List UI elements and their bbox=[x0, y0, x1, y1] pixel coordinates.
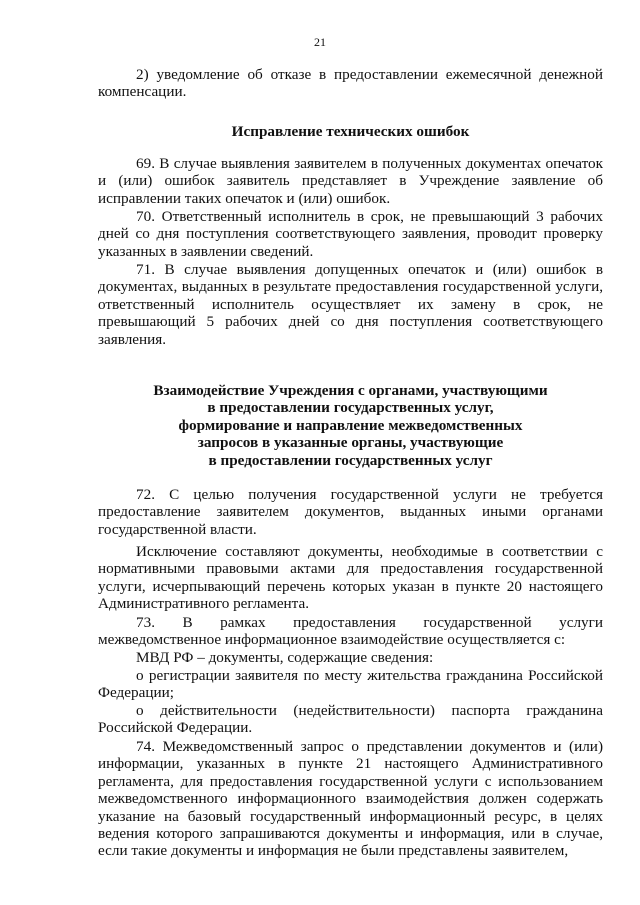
paragraph-74: 74. Межведомственный запрос о представлении документов и (или) информации, указанных в пункте 21 настоящего Административного регламента, для предоставления государственной услуги с использованием межведомственного информационного взаимодействия должен содержать указание на базовый государственный информационный ресурс, в целях ведения которого запрашиваются документы и информация, или в случае, если такие документы и информация не были представлены заявителем, bbox=[98, 738, 603, 860]
section-heading-interaction bbox=[98, 382, 603, 469]
paragraph-73: 73. В рамках предоставления государственной услуги межведомственное информационное взаимодействие осуществляется с: bbox=[98, 614, 603, 649]
page-number: 21 bbox=[314, 35, 326, 49]
paragraph-item-2: 2) уведомление об отказе в предоставлении ежемесячной денежной компенсации. bbox=[98, 66, 603, 101]
section-heading-technical-errors: Исправление технических ошибок bbox=[231, 123, 470, 140]
heading-line: в предоставлении государственных услуг, bbox=[207, 399, 494, 417]
paragraph-69: 69. В случае выявления заявителем в полученных документах опечаток и (или) ошибок заявитель представляет в Учреждение заявление об исправлении таких опечаток и (или) ошибок. bbox=[98, 155, 603, 207]
paragraph-73-registration: о регистрации заявителя по месту жительства гражданина Российской Федерации; bbox=[98, 667, 603, 702]
paragraph-70: 70. Ответственный исполнитель в срок, не превышающий 3 рабочих дней со дня поступления соответствующего заявления, проводит проверку указанных в заявлении сведений. bbox=[98, 208, 603, 260]
heading-line: запросов в указанные органы, участвующие bbox=[197, 434, 504, 452]
heading-line: Взаимодействие Учреждения с органами, участвующими bbox=[153, 382, 548, 399]
heading-line: в предоставлении государственных услуг bbox=[208, 451, 493, 469]
paragraph-71: 71. В случае выявления допущенных опечаток и (или) ошибок в документах, выданных в результате предоставления государственной услуги, ответственный исполнитель осуществляет их замену в срок, не превышающий 5 рабочих дней со дня поступления соответствующего заявления. bbox=[98, 261, 603, 348]
paragraph-72-exception: Исключение составляют документы, необходимые в соответствии с нормативными правовыми актами для предоставления государственной услуги, исчерпывающий перечень которых указан в пункте 20 настоящего Административного регламента. bbox=[98, 543, 603, 613]
paragraph-73-mvd: МВД РФ – документы, содержащие сведения: bbox=[136, 649, 434, 666]
paragraph-72: 72. С целью получения государственной услуги не требуется предоставление заявителем документов, выданных иными органами государственной власти. bbox=[98, 486, 603, 538]
paragraph-73-passport: о действительности (недействительности) паспорта гражданина Российской Федерации. bbox=[98, 702, 603, 737]
heading-line: формирование и направление межведомственных bbox=[178, 416, 523, 434]
